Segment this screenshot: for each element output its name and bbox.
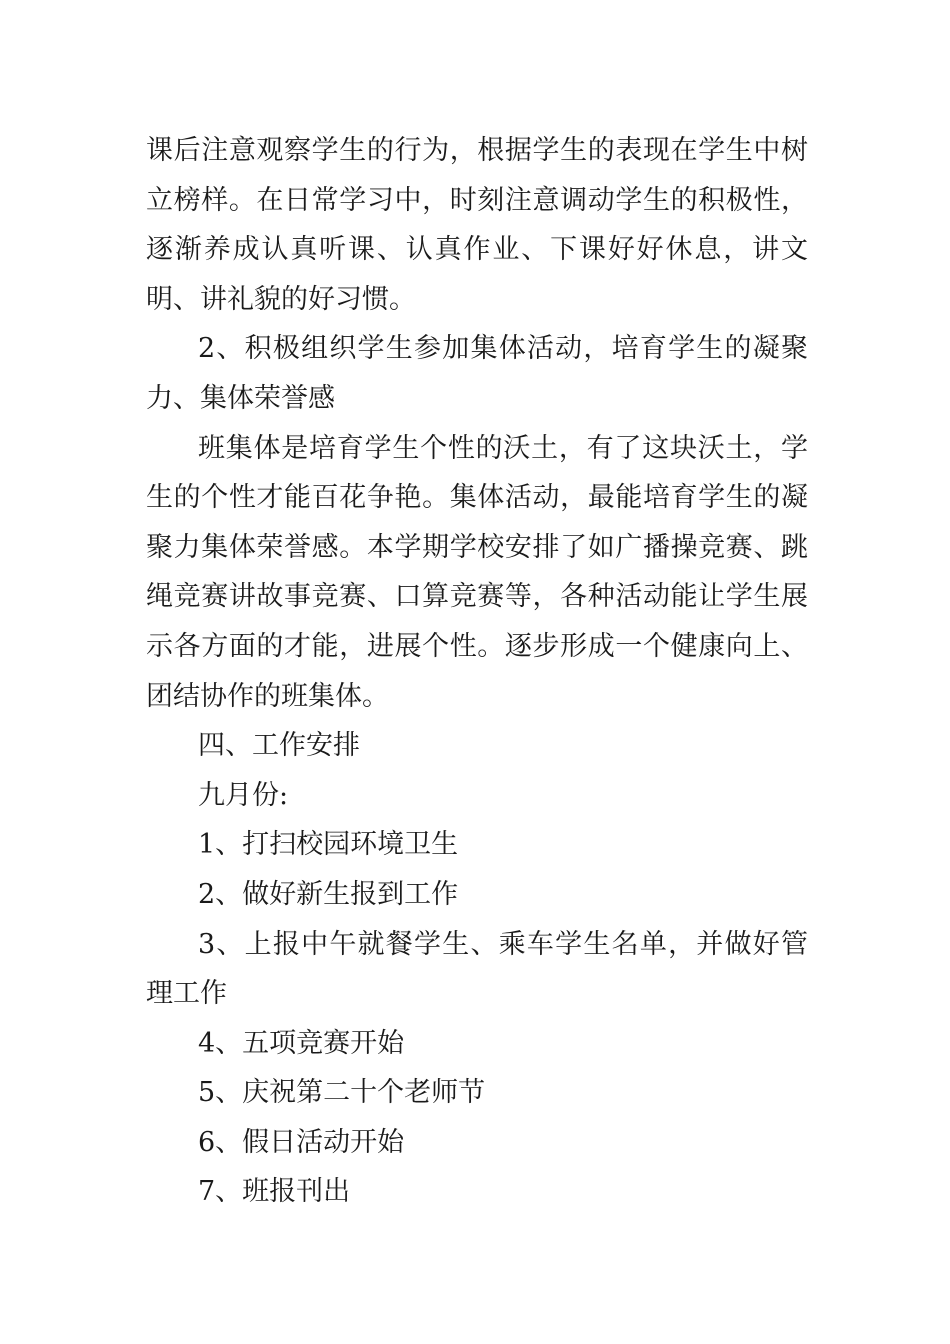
paragraph-heading-collective: 2、积极组织学生参加集体活动，培育学生的凝聚力、集体荣誉感: [146, 333, 808, 414]
list-item: 7、班报刊出: [198, 1176, 351, 1208]
section-heading-work-plan: 四、工作安排: [198, 730, 360, 762]
paragraph-collective-activities: 班集体是培育学生个性的沃土，有了这块沃土，学生的个性才能百花争艳。集体活动，最能培育学生的凝聚力集体荣誉感。本学期学校安排了如广播操竞赛、跳绳竞赛讲故事竞赛、口算竞赛等，各种活动能让学生展示各方面的才能，进展个性。逐步形成一个健康向上、团结协作的班集体。: [146, 432, 808, 712]
document-body: [146, 126, 808, 1217]
list-item: 3、上报中午就餐学生、乘车学生名单，并做好管理工作: [146, 928, 808, 1010]
list-item: 2、做好新生报到工作: [198, 878, 459, 910]
list-item: 4、五项竞赛开始: [198, 1027, 405, 1059]
paragraph-behavior: 课后注意观察学生的行为，根据学生的表现在学生中树立榜样。在日常学习中，时刻注意调动学生的积极性，逐渐养成认真听课、认真作业、下课好好休息，讲文明、讲礼貌的好习惯。: [146, 135, 808, 315]
list-item: 1、打扫校园环境卫生: [198, 829, 459, 861]
month-heading-september: 九月份:: [198, 779, 289, 811]
list-item: 6、假日活动开始: [198, 1126, 405, 1158]
list-item: 5、庆祝第二十个老师节: [198, 1077, 486, 1109]
